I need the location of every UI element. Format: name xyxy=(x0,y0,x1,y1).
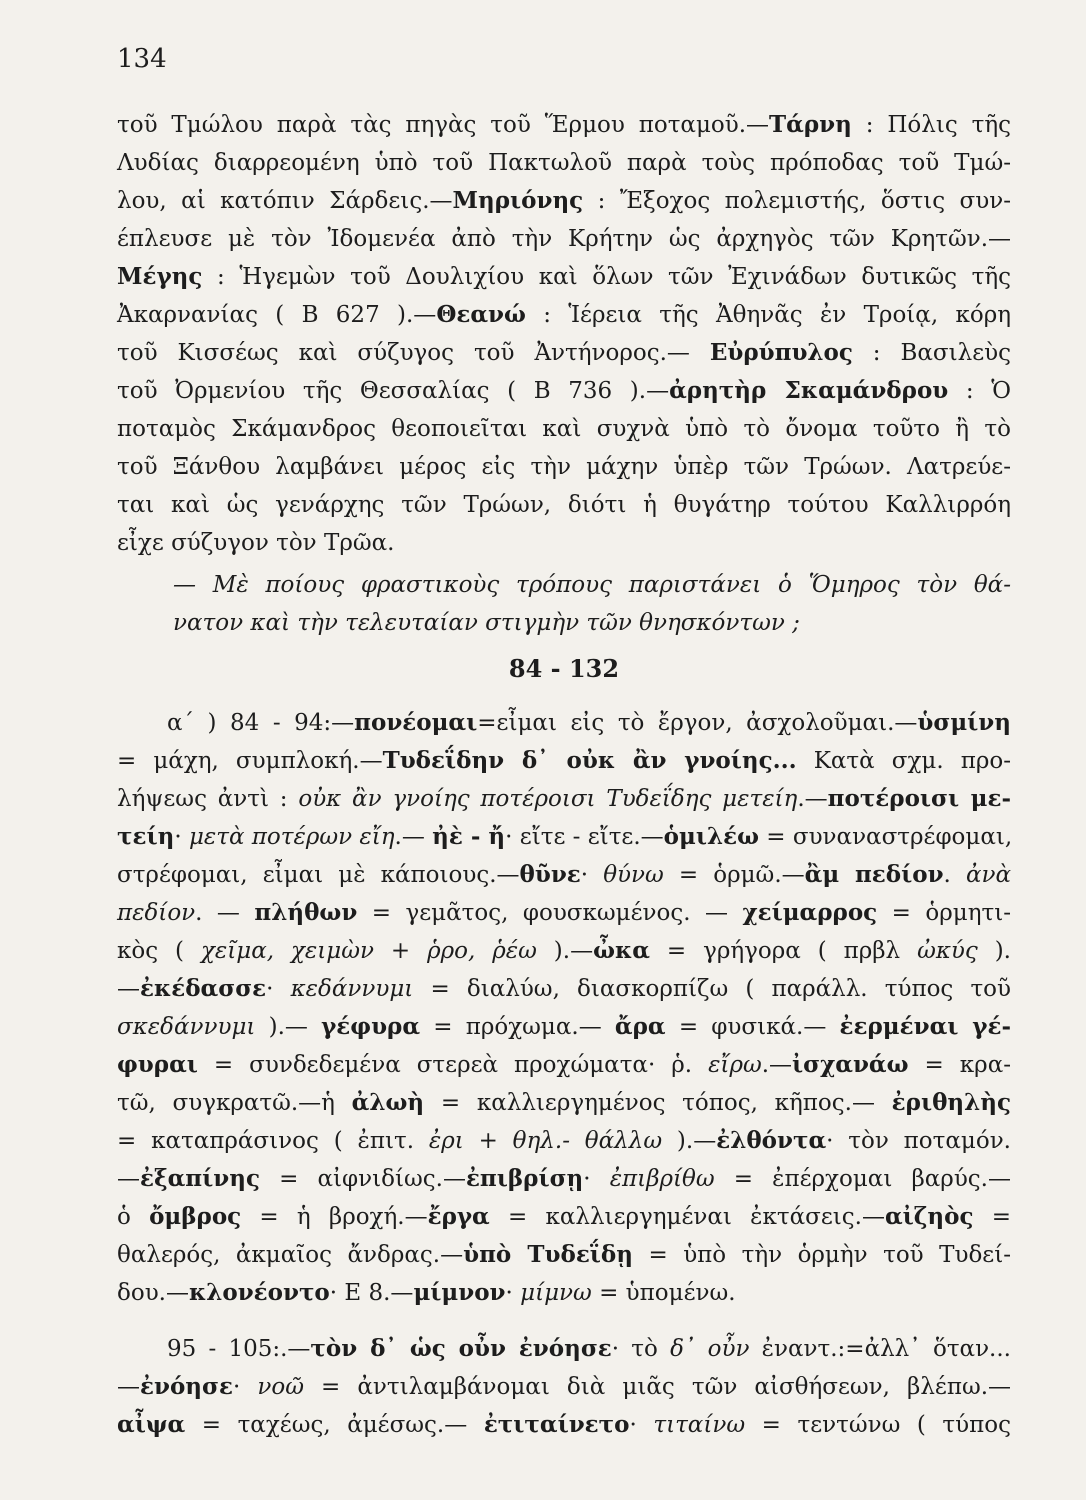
text-line: —ἐκέδασσε· κεδάννυμι = διαλύω, διασκορπίζω ( παράλλ. τύπος τοῦ xyxy=(117,975,1011,1002)
text-line: ται καὶ ὡς γενάρχης τῶν Τρώων, διότι ἡ θυγάτηρ τούτου Καλλιρρόη xyxy=(117,492,1011,518)
text-line: 95 - 105:.—τὸν δ᾽ ὡς οὖν ἐνόησε· τὸ δ᾽ οὖν ἐναντ.:=ἀλλ᾽ ὅταν... xyxy=(167,1335,1011,1362)
paragraph-3 xyxy=(117,1368,1011,1444)
text-line: τείη· μετὰ ποτέρων εἴη.— ἠὲ - ἤ· εἴτε - εἴτε.—ὁμιλέω = συναναστρέφομαι, xyxy=(117,823,1013,850)
question-paragraph xyxy=(117,566,1011,642)
text-line: ὁ ὄμβρος = ἡ βροχή.—ἔργα = καλλιεργημέναι ἐκτάσεις.—αἰζηὸς = xyxy=(117,1203,1011,1230)
paragraph-1 xyxy=(117,106,1011,562)
text-line: στρέφομαι, εἶμαι μὲ κάποιους.—θῦνε· θύνω = ὁρμῶ.—ἂμ πεδίον. ἀνὰ xyxy=(117,861,1011,888)
text-line: εἶχε σύζυγον τὸν Τρῶα. xyxy=(117,530,395,556)
text-line: τῶ, συγκρατῶ.—ἡ ἀλωὴ = καλλιεργημένος τόπος, κῆπος.— ἐριθηλὴς xyxy=(117,1089,1011,1116)
section-heading: 84 - 132 xyxy=(508,654,620,683)
text-line: αἶψα = ταχέως, ἀμέσως.— ἐτιταίνετο· τιταίνω = τεντώνω ( τύπος xyxy=(117,1411,1011,1438)
text-line: δου.—κλονέοντο· Ε 8.—μίμνον· μίμνω = ὑπομένω. xyxy=(117,1279,736,1306)
page-number: 134 xyxy=(117,44,167,74)
text-line: πεδίον. — πλήθων = γεμᾶτος, φουσκωμένος. — χείμαρρος = ὁρμητι- xyxy=(117,899,1011,926)
text-line: Ἀκαρνανίας ( Β 627 ).—Θεανώ : Ἱέρεια τῆς Ἀθηνᾶς ἐν Τροίᾳ, κόρη xyxy=(117,301,1011,328)
text-line: α΄ ) 84 - 94:—πονέομαι=εἶμαι εἰς τὸ ἔργον, ἀσχολοῦμαι.—ὑσμίνη xyxy=(167,709,1011,736)
paragraph-2-first-line xyxy=(117,704,1011,742)
text-line: —ἐξαπίνης = αἰφνιδίως.—ἐπιβρίσῃ· ἐπιβρίθω = ἐπέρχομαι βαρύς.— xyxy=(117,1165,1011,1192)
text-line: —ἐνόησε· νοῶ = ἀντιλαμβάνομαι διὰ μιᾶς τῶν αἰσθήσεων, βλέπω.— xyxy=(117,1373,1012,1400)
text-line: Μέγης : Ἡγεμὼν τοῦ Δουλιχίου καὶ ὅλων τῶν Ἐχινάδων δυτικῶς τῆς xyxy=(117,263,1011,290)
text-line: = μάχη, συμπλοκή.—Τυδεΐδην δ᾽ οὐκ ἂν γνοίης... Κατὰ σχμ. προ- xyxy=(117,747,1011,774)
text-line: Λυδίας διαρρεομένη ὑπὸ τοῦ Πακτωλοῦ παρὰ τοὺς πρόποδας τοῦ Τμώ- xyxy=(117,150,1011,176)
paragraph-3-first-line xyxy=(117,1330,1011,1368)
text-line: τοῦ Τμώλου παρὰ τὰς πηγὰς τοῦ Ἕρμου ποταμοῦ.—Τάρνη : Πόλις τῆς xyxy=(117,111,1012,138)
text-line: λήψεως ἀντὶ : οὐκ ἂν γνοίης ποτέροισι Τυδεΐδης μετείη.—ποτέροισι με- xyxy=(117,785,1011,812)
paragraph-2 xyxy=(117,742,1011,1312)
text-line: σκεδάννυμι ).— γέφυρα = πρόχωμα.— ἄρα = φυσικά.— ἐερμέναι γέ- xyxy=(117,1013,1012,1040)
text-line: θαλερός, ἀκμαῖος ἄνδρας.—ὑπὸ Τυδεΐδῃ = ὑπὸ τὴν ὁρμὴν τοῦ Τυδεί- xyxy=(117,1241,1012,1268)
text-line: τοῦ Ξάνθου λαμβάνει μέρος εἰς τὴν μάχην ὑπὲρ τῶν Τρώων. Λατρεύε- xyxy=(117,454,1011,480)
text-line: — Μὲ ποίους φραστικοὺς τρόπους παριστάνει ὁ Ὅμηρος τὸν θά- xyxy=(173,572,1011,598)
text-line: τοῦ Κισσέως καὶ σύζυγος τοῦ Ἀντήνορος.— Εὐρύπυλος : Βασιλεὺς xyxy=(117,339,1011,366)
text-line: ποταμὸς Σκάμανδρος θεοποιεῖται καὶ συχνὰ ὑπὸ τὸ ὄνομα τοῦτο ἢ τὸ xyxy=(117,416,1011,442)
text-line: κὸς ( χεῖμα, χειμὼν + ῥρο, ῥέω ).—ὦκα = γρήγορα ( πρβλ ὠκύς ). xyxy=(117,937,1011,964)
text-line: νατον καὶ τὴν τελευταίαν στιγμὴν τῶν θνησκόντων ; xyxy=(173,610,800,636)
text-line: φυραι = συνδεδεμένα στερεὰ προχώματα· ῥ. εἴρω.—ἰσχανάω = κρα- xyxy=(117,1051,1011,1078)
text-line: έπλευσε μὲ τὸν Ἰδομενέα ἀπὸ τὴν Κρήτην ὡς ἀρχηγὸς τῶν Κρητῶν.— xyxy=(117,226,1011,252)
text-line: τοῦ Ὀρμενίου τῆς Θεσσαλίας ( Β 736 ).—ἀρητὴρ Σκαμάνδρου : Ὁ xyxy=(117,377,1011,404)
text-line: = καταπράσινος ( ἐπιτ. ἐρι + θηλ.- θάλλω ).—ἐλθόντα· τὸν ποταμόν. xyxy=(117,1127,1011,1154)
text-line: λου, αἱ κατόπιν Σάρδεις.—Μηριόνης : Ἔξοχος πολεμιστής, ὅστις συν- xyxy=(117,187,1011,214)
